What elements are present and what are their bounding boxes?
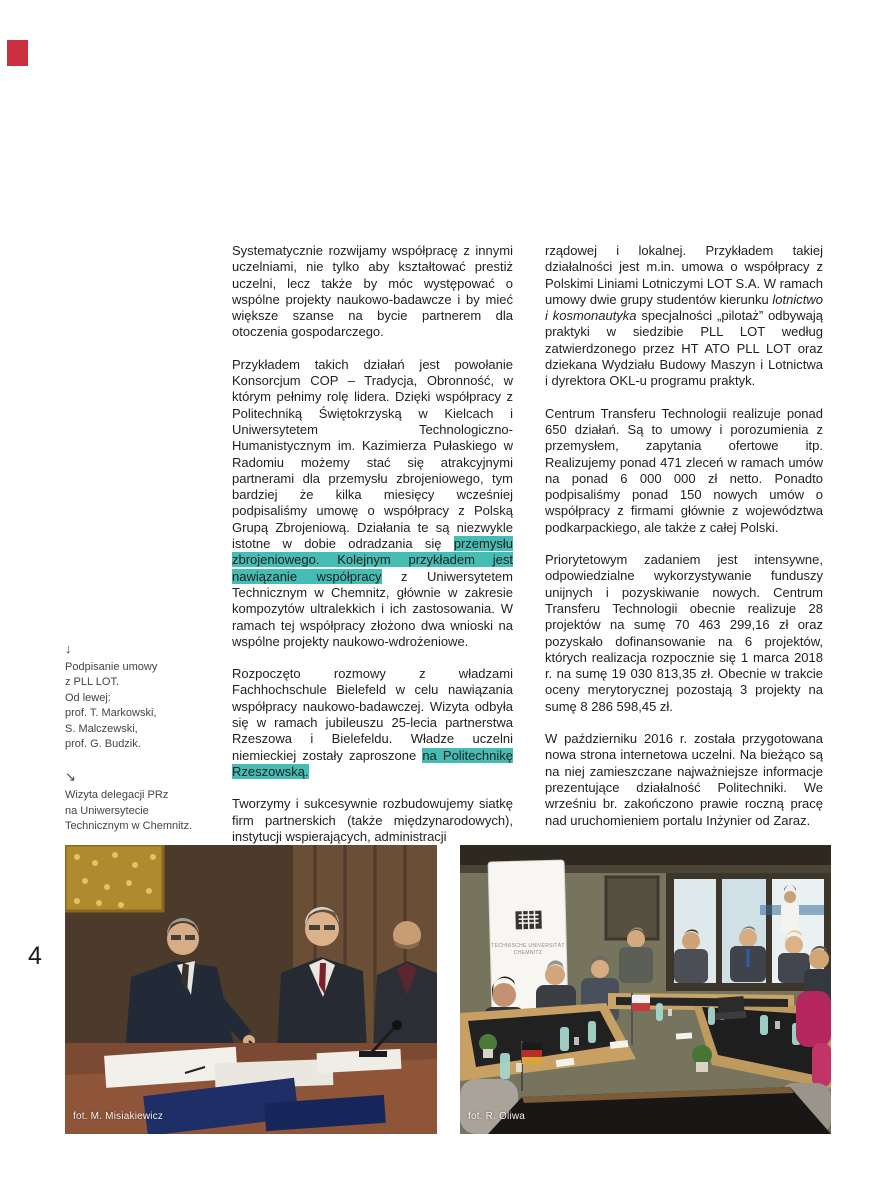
page-number: 4 xyxy=(28,942,42,970)
text-column-right xyxy=(545,243,823,829)
text-column-left xyxy=(232,243,513,845)
photo-credit: fot. R. Oliwa xyxy=(468,1111,526,1122)
paragraph-text: rządowej i lokalnej. Przykładem takiej działalności jest m.in. umowa o współpracy z Polskimi Liniami Lotniczymi LOT S.A. W ramach umowy dwie grupy studentów kierunku xyxy=(545,243,823,307)
paragraph-text: Centrum Transferu Technologii realizuje ponad 650 działań. Są to umowy i porozumienia z przemysłem, zapytania ofertowe itp. Realizujemy ponad 471 zleceń w ramach umów na ponad 6 000 000 zł netto. Ponadto podpisaliśmy ponad 150 nowych umów o współpracy z firmami głównie z województwa podkarpackiego, ale także z całej Polski. xyxy=(545,405,823,535)
paragraph-text: Przykładem takich działań jest powołanie Konsorcjum COP – Tradycja, Obronność, w którym pełnimy rolę lidera. Dzięki współpracy z Politechniką Świętokrzyską w Kielcach i Uniwersytetem Technologiczno-Humanistycznym im. Kazimierza Pułaskiego w Radomiu możemy stać się atrakcyjnymi partnerami dla przemysłu zbrojeniowego, tym bardziej że kilka miesięcy wcześniej podpisaliśmy umowę o współpracy z Polską Grupą Zbrojeniową. Działania te są niezwykle istotne w dobie odradzania się xyxy=(232,356,513,552)
caption-left-photo xyxy=(65,641,227,752)
paragraph xyxy=(545,406,823,536)
paragraph xyxy=(232,796,513,845)
paragraph-text: z Uniwersytetem Technicznym w Chemnitz, głównie w zakresie kompozytów ultralekkich i ich zastosowania. W ramach tej współpracy złożono dwa wnioski na wspólne projekty naukowo-wdrożeniowe. xyxy=(232,568,513,649)
paragraph-text: W październiku 2016 r. została przygotowana nowa strona internetowa uczelni. Na bieżąco są na niej zamieszczane najważniejsze informacje prezentujące działalność Politechniki. We wrześniu br. zakończono prawie roczną pracę nad uruchomieniem portalu Inżynier od Zaraz. xyxy=(545,731,823,828)
paragraph-text: specjalności „pilotaż” odbywają praktyki w siedzibie PLL LOT według zatwierdzonego przez HT ATO PLL LOT oraz dziekana Wydziału Budowy Maszyn i Lotnictwa i dyrektora OKL-u programu praktyk. xyxy=(545,308,824,389)
banner-line: TECHNISCHE UNIVERSITÄT xyxy=(491,943,565,949)
paragraph-text: Tworzymy i sukcesywnie rozbudowujemy siatkę firm partnerskich (także międzynarodowych), instytucji wspierających, administracji xyxy=(232,796,513,844)
down-right-arrow-icon: ↘ xyxy=(65,769,76,785)
pink-chair xyxy=(796,991,831,1047)
meeting-photo-illustration xyxy=(460,845,831,1134)
paragraph-text: Priorytetowym zadaniem jest intensywne, odpowiedzialne wykorzystywanie funduszy unijnych i pozyskiwanie nowych. Centrum Transferu Technologii obecnie realizuje 28 projektów na sumę 70 463 299,16 zł oraz pozyskało dofinansowanie na 6 projektów, których realizacja rozpocznie się 1 marca 2018 r. na sumę 19 030 813,35 zł. Obecnie w trakcie oceny merytorycznej pozostają 3 projekty na sumę 8 286 598,45 zł. xyxy=(545,552,823,714)
caption-line: z PLL LOT. xyxy=(65,676,120,689)
paragraph xyxy=(232,666,513,780)
paragraph-text: Rozpoczęto rozmowy z władzami Fachhochschule Bielefeld w celu nawiązania współpracy naukowo-badawczej. Wizyta odbyła się w ramach jubileuszu 25-lecia partnerstwa Rzeszowa i Bielefeldu. Władze uczelni niemieckiej zostały zaproszone xyxy=(232,666,513,763)
caption-line: Od lewej: xyxy=(65,691,111,704)
paragraph xyxy=(545,552,823,715)
caption-line: Wizyta delegacji PRz xyxy=(65,789,169,802)
paragraph-text: Systematycznie rozwijamy współpracę z innymi uczelniami, nie tylko aby kształtować prestiż uczelni, lecz także by móc występować o wspólne projekty naukowo-badawcze i by mieć większe szanse na bycie partnerem dla otoczenia gospodarczego. xyxy=(232,243,513,340)
caption-right-photo xyxy=(65,769,227,834)
highlighted-text: przemysłu zbrojeniowego. Kolejnym przykładem jest nawiązanie współpracy xyxy=(232,536,513,584)
caption-line: prof. G. Budzik. xyxy=(65,738,141,751)
italic-text: lotnictwo i kosmonautyka xyxy=(545,291,823,324)
banner-text xyxy=(491,943,565,957)
red-marker xyxy=(7,40,28,66)
banner-line: CHEMNITZ xyxy=(513,950,543,956)
photo-delegation-meeting xyxy=(460,845,831,1134)
pink-chair xyxy=(812,1043,831,1087)
caption-line: Podpisanie umowy xyxy=(65,661,158,673)
photo-credit: fot. M. Misiakiewicz xyxy=(73,1111,164,1122)
caption-line: S. Malczewski, xyxy=(65,722,138,735)
paragraph xyxy=(545,731,823,829)
caption-line: prof. T. Markowski, xyxy=(65,707,157,720)
paragraph xyxy=(232,357,513,650)
signing-photo-illustration xyxy=(65,845,437,1134)
laptop xyxy=(715,996,746,1020)
caption-line: Technicznym w Chemnitz. xyxy=(65,820,193,833)
photo-captions-sidebar xyxy=(65,641,227,852)
photo-signing-ceremony xyxy=(65,845,437,1134)
down-arrow-icon: ↓ xyxy=(65,641,72,656)
paragraph xyxy=(232,243,513,341)
paragraph xyxy=(545,243,823,390)
highlighted-text: na Politechnikę Rzeszowską. xyxy=(232,747,514,779)
caption-line: na Uniwersytecie xyxy=(65,804,149,817)
